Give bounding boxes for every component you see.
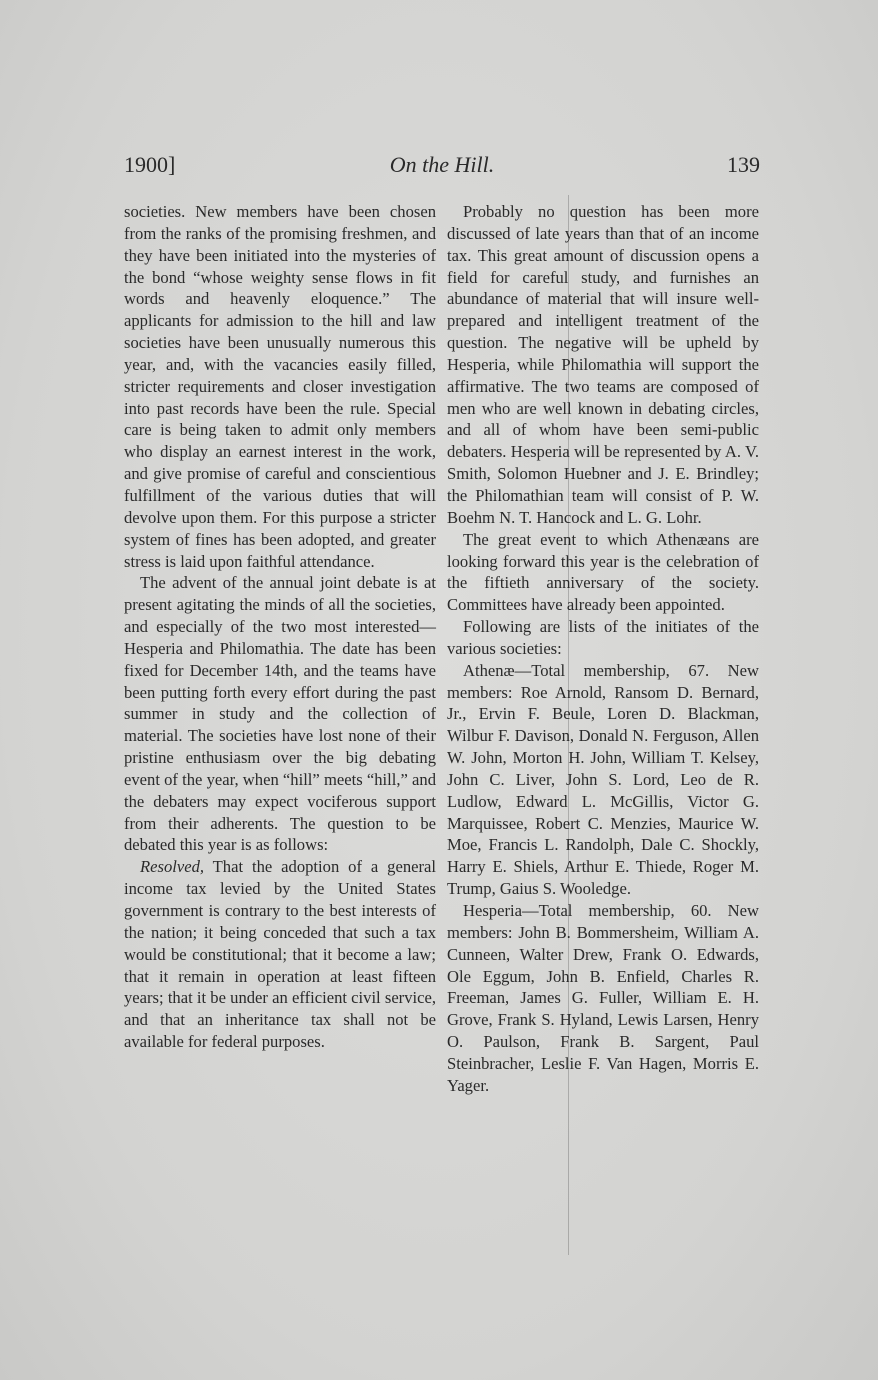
left-paragraph-3 (124, 856, 436, 1053)
header-title: On the Hill. (389, 152, 495, 177)
left-column (124, 201, 436, 1053)
resolution-text: That the adoption of a general income tax levied by the United States government is contrary to the best interests of the nation; it being conceded that such a tax would be constitutional; that it become a law; that it remain in operation at least fifteen years; that it be under an efficient civil service, and that an inheritance tax shall not be available for federal purposes. (124, 857, 436, 1052)
right-paragraph-2: The great event to which Athenæans are looking forward this year is the celebration of the fiftieth anniversary of the society. Committees have already been appointed. (447, 529, 759, 615)
header-year: 1900] (124, 152, 176, 177)
athenae-members-paragraph: Athenæ—Total membership, 67. New members: Roe Arnold, Ransom D. Bernard, Jr., Ervin F. Beule, Loren D. Blackman, Wilbur F. Davison, Donald N. Ferguson, Allen W. John, Morton H. John, William T. Kelsey, John C. Liver, John S. Lord, Leo de R. Ludlow, Edward L. McGillis, Victor G. Marquissee, Robert C. Menzies, Maurice W. Moe, Francis L. Randolph, Dale C. Shockly, Harry E. Shiels, Arthur E. Thiede, Roger M. Trump, Gaius S. Wooledge. (447, 660, 759, 899)
resolved-lead: Resolved, (140, 857, 205, 877)
page-number: 139 (727, 152, 760, 177)
right-column (447, 201, 759, 1097)
left-paragraph-2: The advent of the annual joint debate is at present agitating the minds of all the societies, and especially of the two most interested—Hesperia and Philomathia. The date has been fixed for December 14th, and the teams have been putting forth every effort during the past summer in study and the collection of material. The societies have lost none of their pristine enthusiasm over the big debating event of the year, when “hill” meets “hill,” and the debaters may expect vociferous support from their adherents. The question to be debated this year is as follows: (124, 573, 436, 855)
right-paragraph-3: Following are lists of the initiates of the various societies: (447, 617, 759, 658)
left-paragraph-1: societies. New members have been chosen from the ranks of the promising freshmen, and they have been initiated into the mysteries of the bond “whose weighty sense flows in fit words and heavenly eloquence.” The applicants for admission to the hill and law societies have been unusually numerous this year, and, with the vacancies easily filled, stricter requirements and closer investigation into past records have been the rule. Special care is being taken to admit only members who display an earnest interest in the work, and give promise of careful and conscientious fulfillment of the various duties that will devolve upon them. For this purpose a stricter system of fines has been adopted, and greater stress is laid upon faithful attendance. (124, 202, 436, 571)
right-paragraph-1: Probably no question has been more discussed of late years than that of an income tax. This great amount of discussion opens a field for careful study, and furnishes an abundance of material that will insure well-prepared and intelligent treatment of the question. The negative will be upheld by Hesperia, while Philomathia will support the affirmative. The two teams are composed of men who are well known in debating circles, and all of whom have been semi-public debaters. Hesperia will be represented by A. V. Smith, Solomon Huebner and J. E. Brindley; the Philomathian team will consist of P. W. Boehm N. T. Hancock and L. G. Lohr. (447, 202, 759, 527)
running-head (124, 152, 760, 182)
hesperia-members-paragraph: Hesperia—Total membership, 60. New members: John B. Bommersheim, William A. Cunneen, Walter Drew, Frank O. Edwards, Ole Eggum, John B. Enfield, Charles R. Freeman, James G. Fuller, William E. H. Grove, Frank S. Hyland, Lewis Larsen, Henry O. Paulson, Frank B. Sargent, Paul Steinbracher, Leslie F. Van Hagen, Morris E. Yager. (447, 901, 759, 1095)
